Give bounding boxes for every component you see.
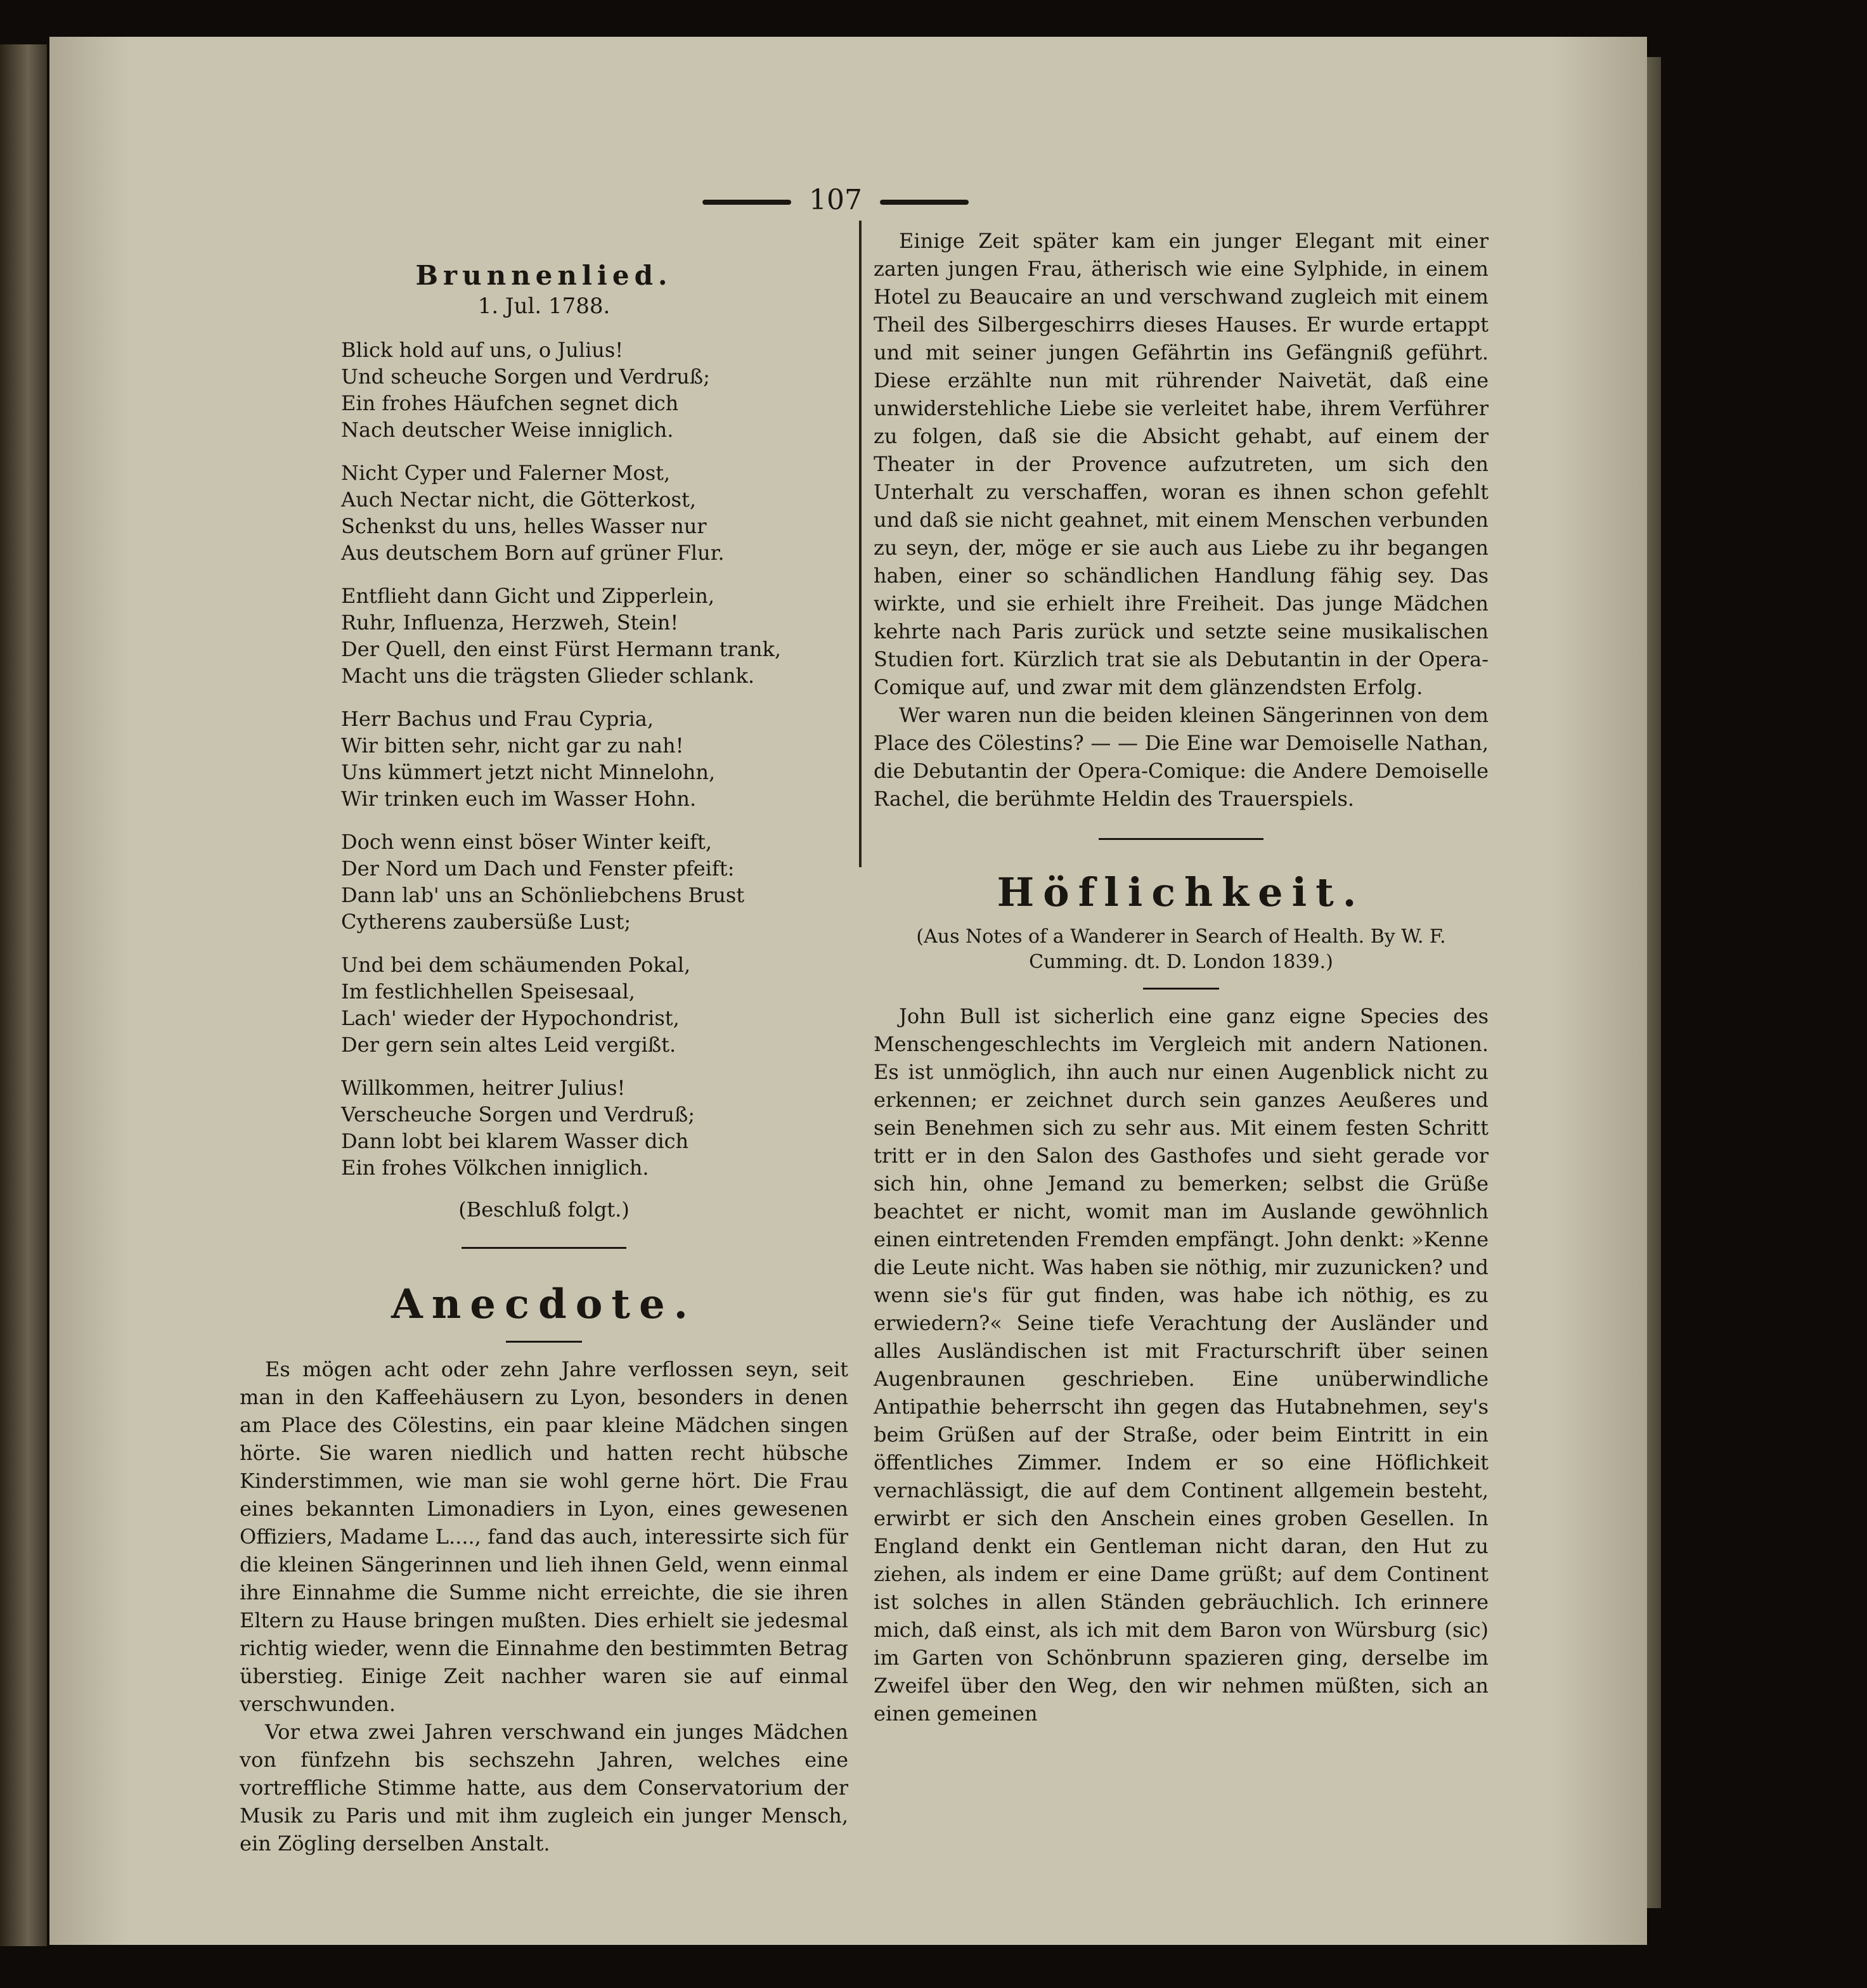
column-divider (859, 221, 862, 867)
header-rule-left (702, 200, 791, 205)
poem-stanza (341, 952, 848, 1058)
poem-conclusion: (Beschluß folgt.) (458, 1197, 630, 1222)
poem-line: Der gern sein altes Leid vergißt. (341, 1033, 676, 1057)
poem-stanza (341, 583, 848, 689)
anecdote-continuation: Wer waren nun die beiden kleinen Sängerinnen von dem Place des Cölestins? — — Die Eine war Demoiselle Nathan, die Debutantin der Opera-Comique: die Andere Demoiselle Rachel, die berühmte Heldin des Trauerspiels. (874, 703, 1489, 811)
poem-line: Herr Bachus und Frau Cypria, (341, 707, 654, 731)
poem-line: Verscheuche Sorgen und Verdruß; (341, 1102, 695, 1126)
poem-line: Und bei dem schäumenden Pokal, (341, 953, 691, 977)
anecdote-continuation: Einige Zeit später kam ein junger Elegant mit einer zarten jungen Frau, ätherisch wie eine Sylphide, in einem Hotel zu Beaucaire an und verschwand zugleich mit einem Theil des Silbergeschirrs dieses Hauses. Er wurde ertappt und mit seiner jungen Gefährtin ins Gefängniß geführt. Diese erzählte nun mit rührender Naivetät, daß eine unwiderstehliche Liebe sie verleitet habe, ihrem Verführer zu folgen, daß sie die Absicht gehabt, auf einem der Theater in der Provence aufzutreten, um sich den Unterhalt zu verschaffen, woran es ihnen schon gefehlt und daß sie nicht geahnet, mit einem Menschen verbunden zu seyn, der, möge er sie auch aus Liebe zu ihr begangen haben, einer so schändlichen Handlung fähig sey. Das wirkte, und sie erhielt ihre Freiheit. Das junge Mädchen kehrte nach Paris zurück und setzte seine musikalischen Studien fort. Kürzlich trat sie als Debutantin in der Opera-Comique auf, und zwar mit dem glänzendsten Erfolg. (874, 229, 1489, 699)
poem-line: Wir bitten sehr, nicht gar zu nah! (341, 733, 684, 758)
poem-line: Aus deutschem Born auf grüner Flur. (341, 541, 725, 565)
poem-line: Der Nord um Dach und Fenster pfeift: (341, 856, 735, 881)
right-column (874, 227, 1489, 1727)
hoeflichkeit-paragraph: John Bull ist sicherlich eine ganz eigne Species des Menschengeschlechts im Vergleich mit andern Nationen. Es ist unmöglich, ihn auch nur einen Augenblick nicht zu erkennen; er zeichnet durch sein ganzes Aeußeres und sein Benehmen sich zu sehr aus. Mit einem festen Schritt tritt er in den Salon des Gasthofes und sieht gerade vor sich hin, ohne Jemand zu bemerken; selbst die Grüße beachtet er nicht, womit man im Auslande gewöhnlich einen eintretenden Fremden empfängt. John denkt: »Kenne die Leute nicht. Was haben sie nöthig, mir zuzunicken? und wenn sie's für gut finden, was habe ich nöthig, es zu erwiedern?« Seine tiefe Verachtung der Ausländer und alles Ausländischen ist mit Fracturschrift über seinen Augenbraunen geschrieben. Eine unüberwindliche Antipathie beherrscht ihn gegen das Hutabnehmen, sey's beim Grüßen auf der Straße, oder beim Eintritt in ein öffentliches Zimmer. Indem er so eine Höflichkeit vernachlässigt, die auf dem Continent allgemein besteht, erwirbt er sich den Anschein eines groben Gesellen. In England denkt ein Gentleman nicht daran, den Hut zu ziehen, als indem er eine Dame grüßt; auf dem Continent ist solches in allen Ständen gebräuchlich. Ich erinnere mich, daß einst, als ich mit dem Baron von Würsburg (sic) im Garten von Schönbrunn spazieren ging, derselbe im Zweifel über den Weg, den wir nehmen müßten, sich an einen gemeinen (874, 1004, 1489, 1726)
title-underline (1143, 988, 1219, 990)
poem-stanza (341, 460, 848, 566)
newspaper-page (49, 37, 1647, 1945)
anecdote-paragraph: Vor etwa zwei Jahren verschwand ein junges Mädchen von fünfzehn bis sechszehn Jahren, welches eine vortreffliche Stimme hatte, aus dem Conservatorium der Musik zu Paris und mit ihm zugleich ein junger Mensch, ein Zögling derselben Anstalt. (240, 1720, 848, 1856)
section-rule (462, 1247, 626, 1249)
left-column (240, 227, 848, 1857)
section-rule (1099, 838, 1263, 840)
poem-line: Nach deutscher Weise inniglich. (341, 418, 674, 442)
poem-stanza (341, 706, 848, 812)
poem-line: Auch Nectar nicht, die Götterkost, (341, 487, 696, 512)
poem-line: Der Quell, den einst Fürst Hermann trank, (341, 637, 782, 661)
poem-line: Ein frohes Völkchen inniglich. (341, 1156, 649, 1180)
anecdote-title: Anecdote. (391, 1281, 697, 1328)
title-underline (506, 1341, 582, 1343)
poem-date: 1. Jul. 1788. (477, 294, 610, 319)
poem-line: Cytherens zaubersüße Lust; (341, 910, 631, 934)
poem-line: Schenkst du uns, helles Wasser nur (341, 514, 707, 538)
poem-line: Entflieht dann Gicht und Zipperlein, (341, 584, 715, 608)
poem-line: Dann lobt bei klarem Wasser dich (341, 1129, 689, 1153)
hoeflichkeit-source: (Aus Notes of a Wanderer in Search of Health. By W. F. Cumming. dt. D. London 1839.) (916, 926, 1446, 973)
poem-line: Blick hold auf uns, o Julius! (341, 338, 624, 362)
poem-line: Ruhr, Influenza, Herzweh, Stein! (341, 610, 679, 635)
left-page-edge (0, 44, 47, 1946)
poem-line: Dann lab' uns an Schönliebchens Brust (341, 883, 745, 907)
poem-line: Doch wenn einst böser Winter keift, (341, 830, 713, 854)
poem-line: Ein frohes Häufchen segnet dich (341, 391, 679, 415)
poem-line: Uns kümmert jetzt nicht Minnelohn, (341, 760, 716, 784)
page-header (645, 181, 1026, 219)
hoeflichkeit-title: Höflichkeit. (997, 869, 1366, 915)
poem-stanza (341, 337, 848, 443)
poem-line: Und scheuche Sorgen und Verdruß; (341, 365, 710, 389)
poem-line: Im festlichhellen Speisesaal, (341, 979, 635, 1004)
header-rule-right (880, 200, 969, 205)
poem-title: Brunnenlied. (415, 260, 673, 291)
poem-stanza (341, 829, 848, 935)
poem-line: Macht uns die trägsten Glieder schlank. (341, 664, 755, 688)
poem-line: Willkommen, heitrer Julius! (341, 1076, 626, 1100)
anecdote-paragraph: Es mögen acht oder zehn Jahre verflossen seyn, seit man in den Kaffeehäusern zu Lyon, besonders in denen am Place des Cölestins, ein paar kleine Mädchen singen hörte. Sie waren niedlich und hatten recht hübsche Kinderstimmen, wie man sie wohl gerne hört. Die Frau eines bekannten Limonadiers in Lyon, eines gewesenen Offiziers, Madame L...., fand das auch, interessirte sich für die kleinen Sängerinnen und lieh ihnen Geld, wenn einmal ihre Einnahme die Summe nicht erreichte, die sie ihren Eltern zu Hause bringen mußten. Dies erhielt sie jedesmal richtig wieder, wenn die Einnahme den bestimmten Betrag überstieg. Einige Zeit nachher waren sie auf einmal verschwunden. (240, 1357, 848, 1716)
poem-line: Wir trinken euch im Wasser Hohn. (341, 787, 697, 811)
page-number: 107 (809, 184, 862, 216)
poem-line: Nicht Cyper und Falerner Most, (341, 461, 671, 485)
poem-line: Lach' wieder der Hypochondrist, (341, 1006, 680, 1030)
poem-stanza (341, 1075, 848, 1181)
